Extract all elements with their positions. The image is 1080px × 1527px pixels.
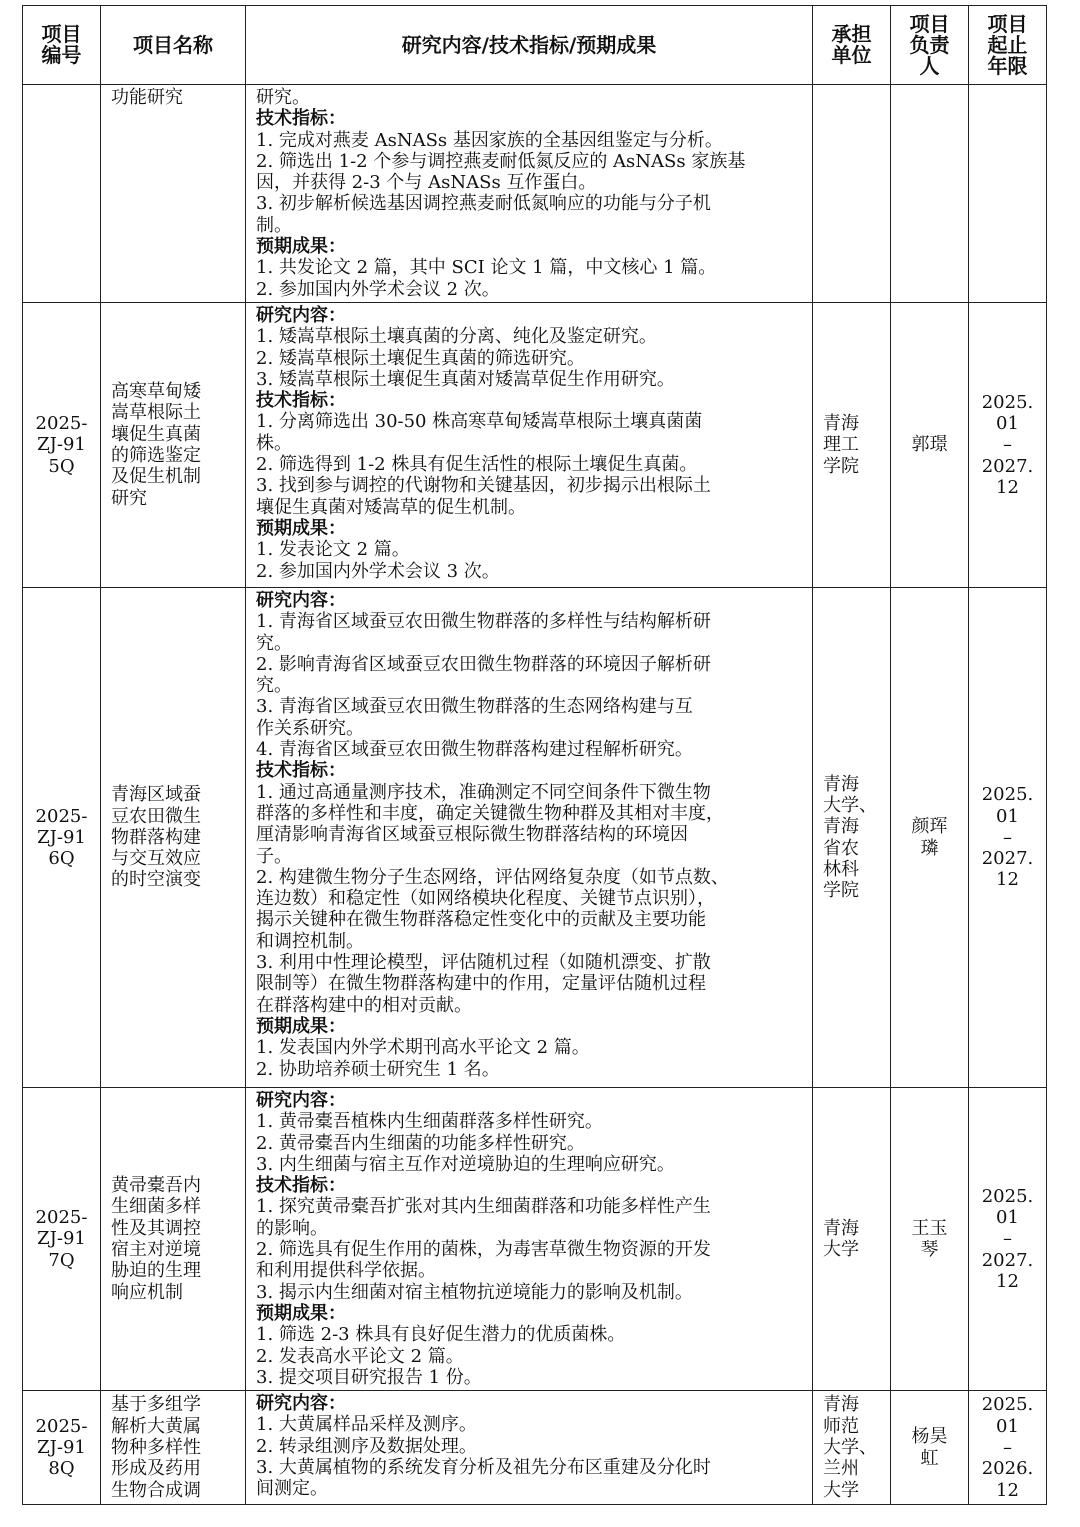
project-code-cell-line: 6Q (48, 848, 75, 870)
project-table (22, 5, 1047, 1505)
undertaking-unit-cell-line: 青海 (823, 816, 859, 838)
project-content-cell (246, 588, 813, 1088)
header-lead-line: 人 (919, 53, 940, 78)
content-line: 1. 大黄属样品采样及测序。 (256, 1414, 477, 1436)
project-name-cell-line: 与交互效应 (111, 848, 201, 870)
content-line: 揭示关键种在微生物群落稳定性变化中的贡献及主要功能 (256, 909, 706, 931)
undertaking-unit-cell-line: 青海 (823, 413, 859, 435)
project-period-cell-line: 2027. (981, 455, 1034, 477)
project-period-cell-line: 2025. (981, 784, 1034, 806)
content-line: 3. 找到参与调控的代谢物和关键基因，初步揭示出根际土 (256, 475, 711, 497)
project-name-cell-line: 生物合成调 (111, 1479, 201, 1501)
project-period-cell-line: 2025. (981, 1394, 1034, 1416)
undertaking-unit-cell (813, 85, 891, 303)
undertaking-unit-cell-line: 大学、 (823, 1437, 877, 1458)
content-line: 2. 矮嵩草根际土壤促生真菌的筛选研究。 (256, 347, 585, 369)
header-unit-line: 单位 (831, 43, 872, 67)
project-period-cell (969, 303, 1047, 588)
content-line: 1. 黄帚橐吾植株内生细菌群落多样性研究。 (256, 1111, 603, 1133)
content-line: 和调控机制。 (256, 930, 364, 952)
table-row (23, 588, 1047, 1088)
project-leader-cell-line: 颜珲 (911, 816, 948, 838)
table-row (23, 85, 1047, 303)
undertaking-unit-cell-line: 省农 (823, 837, 859, 859)
project-name-cell-line: 物群落构建 (111, 826, 201, 848)
content-line: 2. 筛选出 1-2 个参与调控燕麦耐低氮反应的 AsNASs 家族基 (256, 150, 746, 172)
content-line: 群落的多样性和丰度，确定关键微生物种群及其相对丰度， (256, 802, 724, 824)
content-line: 3. 青海省区域蚕豆农田微生物群落的生态网络构建与互 (256, 696, 693, 718)
table-row (23, 1088, 1047, 1391)
project-period-cell-line: 01 (996, 413, 1019, 435)
content-line: 的影响。 (256, 1217, 328, 1239)
project-content-cell (246, 85, 813, 303)
header-unit (813, 6, 891, 85)
content-line: 1. 共发论文 2 篇，其中 SCI 论文 1 篇，中文核心 1 篇。 (256, 257, 717, 279)
project-name-cell-line: 胁迫的生理 (111, 1260, 201, 1282)
project-period-cell-line: – (1003, 826, 1012, 848)
content-line: 2. 筛选得到 1-2 株具有促生活性的根际土壤促生真菌。 (256, 454, 698, 476)
content-line: 4. 青海省区域蚕豆农田微生物群落构建过程解析研究。 (256, 739, 693, 761)
content-line: 作关系研究。 (256, 717, 364, 739)
undertaking-unit-cell-line: 青海 (823, 1217, 859, 1239)
project-code-cell-line: 2025- (35, 413, 88, 435)
content-line: 1. 青海省区域蚕豆农田微生物群落的多样性与结构解析研 (256, 611, 711, 633)
undertaking-unit-cell-line: 兰州 (823, 1458, 859, 1480)
project-period-cell-line: 2026. (981, 1458, 1034, 1480)
content-line: 限制等）在微生物群落构建中的作用，定量评估随机过程 (256, 973, 706, 995)
project-name-cell (101, 85, 246, 303)
project-name-cell-line: 性及其调控 (111, 1217, 201, 1239)
project-code-cell-line: ZJ-91 (37, 1437, 86, 1458)
section-heading: 研究内容： (256, 1393, 346, 1415)
project-name-cell-line: 解析大黄属 (111, 1415, 201, 1437)
content-line: 2. 参加国内外学术会议 2 次。 (256, 278, 500, 300)
project-leader-cell (891, 1088, 969, 1391)
project-code-cell (23, 85, 101, 303)
header-name (101, 6, 246, 85)
project-code-cell-line: ZJ-91 (37, 434, 86, 456)
project-code-cell (23, 303, 101, 588)
undertaking-unit-cell-line: 大学 (823, 1239, 859, 1261)
project-period-cell-line: – (1003, 1228, 1012, 1250)
content-line: 1. 分离筛选出 30-50 株高寒草甸矮嵩草根际土壤真菌菌 (256, 411, 703, 433)
content-line: 和利用提供科学依据。 (256, 1260, 436, 1282)
project-code-cell-line: 5Q (48, 455, 75, 477)
content-line: 2. 构建微生物分子生态网络，评估网络复杂度（如节点数、 (256, 866, 729, 888)
content-line: 3. 初步解析候选基因调控燕麦耐低氮响应的功能与分子机 (256, 193, 711, 215)
undertaking-unit-cell (813, 303, 891, 588)
content-line: 2. 黄帚橐吾内生细菌的功能多样性研究。 (256, 1132, 585, 1154)
project-leader-cell (891, 85, 969, 303)
project-name-cell-line: 嵩草根际土 (111, 402, 201, 424)
header-code-line: 编号 (41, 43, 82, 67)
section-heading: 研究内容： (256, 305, 346, 326)
section-heading: 技术指标： (256, 1175, 346, 1197)
project-period-cell-line: 2025. (981, 391, 1034, 413)
header-row (23, 6, 1047, 85)
project-period-cell-line: 2027. (981, 1249, 1034, 1271)
project-name-cell-line: 青海区域蚕 (111, 784, 201, 806)
project-name-cell-line: 豆农田微生 (111, 805, 201, 827)
content-line: 2. 发表高水平论文 2 篇。 (256, 1345, 464, 1367)
section-heading: 技术指标： (256, 390, 346, 412)
project-code-cell-line: 2025- (35, 1415, 88, 1437)
project-period-cell-line: – (1003, 1437, 1012, 1458)
project-content-cell (246, 1088, 813, 1391)
project-name-cell-line: 高寒草甸矮 (111, 381, 201, 403)
project-name-cell-line: 的筛选鉴定 (111, 445, 201, 466)
content-line: 1. 矮嵩草根际土壤真菌的分离、纯化及鉴定研究。 (256, 326, 657, 348)
project-name-cell-line: 物种多样性 (111, 1437, 201, 1458)
content-line: 3. 矮嵩草根际土壤促生真菌对矮嵩草促生作用研究。 (256, 368, 675, 390)
project-code-cell (23, 1391, 101, 1505)
section-heading: 技术指标： (256, 760, 346, 782)
undertaking-unit-cell-line: 学院 (823, 455, 859, 477)
content-line: 2. 协助培养硕士研究生 1 名。 (256, 1058, 500, 1080)
content-line: 1. 筛选 2-3 株具有良好促生潜力的优质菌株。 (256, 1324, 626, 1346)
header-period-line: 起止 (987, 32, 1028, 57)
project-period-cell-line: 01 (996, 1415, 1019, 1437)
project-name-cell-line: 响应机制 (111, 1281, 183, 1303)
project-name-cell-line: 研究 (111, 487, 147, 509)
project-code-cell-line: ZJ-91 (37, 826, 86, 848)
header-lead-line: 项目 (909, 11, 950, 36)
project-code-cell-line: ZJ-91 (37, 1228, 86, 1250)
project-period-cell-line: – (1003, 434, 1012, 456)
section-heading: 预期成果： (256, 517, 346, 539)
undertaking-unit-cell (813, 1391, 891, 1505)
content-line: 2. 转录组测序及数据处理。 (256, 1435, 477, 1457)
project-period-cell-line: 2025. (981, 1185, 1034, 1207)
project-period-cell-line: 01 (996, 805, 1019, 827)
content-line: 2. 影响青海省区域蚕豆农田微生物群落的环境因子解析研 (256, 653, 711, 675)
project-leader-cell-line: 璘 (920, 837, 939, 859)
undertaking-unit-cell-line: 林科 (823, 858, 859, 880)
project-period-cell-line: 12 (996, 1271, 1019, 1293)
content-line: 壤促生真菌对矮嵩草的促生机制。 (256, 496, 526, 518)
content-line: 3. 提交项目研究报告 1 份。 (256, 1366, 482, 1388)
header-content-label: 研究内容/技术指标/预期成果 (401, 32, 657, 57)
project-leader-cell-line: 虹 (920, 1447, 939, 1469)
content-line: 1. 探究黄帚橐吾扩张对其内生细菌群落和功能多样性产生 (256, 1196, 711, 1218)
project-name-cell (101, 1391, 246, 1505)
project-code-cell-line: 2025- (35, 1207, 88, 1229)
content-line: 制。 (256, 214, 292, 236)
undertaking-unit-cell-line: 师范 (823, 1415, 859, 1437)
header-name-label: 项目名称 (133, 32, 213, 57)
header-content (246, 6, 813, 85)
project-name-cell-line: 生细菌多样 (111, 1196, 201, 1218)
project-leader-cell-line: 王玉 (911, 1217, 948, 1239)
section-heading: 技术指标： (256, 108, 346, 130)
project-code-cell (23, 588, 101, 1088)
undertaking-unit-cell (813, 588, 891, 1088)
content-line: 子。 (256, 845, 292, 867)
header-period-line: 项目 (987, 11, 1028, 36)
header-code-line: 项目 (41, 22, 82, 46)
content-line: 因，并获得 2-3 个与 AsNASs 互作蛋白。 (256, 172, 597, 194)
project-name-cell-line: 黄帚橐吾内 (111, 1175, 201, 1197)
project-leader-cell (891, 1391, 969, 1505)
content-line: 2. 参加国内外学术会议 3 次。 (256, 560, 500, 582)
project-period-cell (969, 1088, 1047, 1391)
undertaking-unit-cell-line: 学院 (823, 880, 859, 902)
project-period-cell-line: 2027. (981, 848, 1034, 870)
project-name-cell (101, 588, 246, 1088)
project-period-cell (969, 588, 1047, 1088)
content-line: 1. 通过高通量测序技术，准确测定不同空间条件下微生物 (256, 781, 711, 803)
project-code-cell (23, 1088, 101, 1391)
section-heading: 预期成果： (256, 236, 346, 258)
undertaking-unit-cell-line: 青海 (823, 773, 859, 795)
table-row (23, 303, 1047, 588)
header-period-line: 年限 (987, 53, 1028, 78)
undertaking-unit-cell-line: 大学 (823, 1479, 859, 1501)
section-heading: 研究内容： (256, 590, 346, 611)
content-line: 究。 (256, 632, 292, 654)
content-line: 株。 (256, 432, 292, 454)
project-code-cell-line: 7Q (48, 1249, 75, 1271)
project-code-cell-line: 8Q (48, 1458, 75, 1480)
header-code (23, 6, 101, 85)
content-line: 究。 (256, 675, 292, 697)
header-period (969, 6, 1047, 85)
content-line: 厘清影响青海省区域蚕豆根际微生物群落结构的环境因 (256, 824, 688, 846)
project-period-cell-line: 12 (996, 869, 1019, 891)
content-line: 连边数）和稳定性（如网络模块化程度、关键节点识别）， (256, 888, 715, 910)
project-code-cell-line: 2025- (35, 805, 88, 827)
project-name-cell (101, 1088, 246, 1391)
project-leader-cell-line: 郭璟 (911, 434, 948, 456)
project-name-cell-line: 宿主对逆境 (111, 1239, 201, 1261)
content-line: 3. 揭示内生细菌对宿主植物抗逆境能力的影响及机制。 (256, 1281, 693, 1303)
content-line: 3. 利用中性理论模型，评估随机过程（如随机漂变、扩散 (256, 952, 711, 974)
project-leader-cell (891, 303, 969, 588)
project-name-cell-line: 基于多组学 (111, 1394, 201, 1416)
project-name-cell-line: 形成及药用 (111, 1458, 201, 1480)
project-period-cell-line: 12 (996, 1479, 1019, 1501)
content-line: 在群落构建中的相对贡献。 (256, 994, 472, 1016)
project-content-cell (246, 1391, 813, 1505)
project-period-cell-line: 12 (996, 476, 1019, 498)
content-line: 3. 大黄属植物的系统发育分析及祖先分布区重建及分化时 (256, 1457, 711, 1479)
project-period-cell-line: 01 (996, 1207, 1019, 1229)
section-heading: 预期成果： (256, 1302, 346, 1324)
content-line: 研究。 (256, 87, 310, 108)
project-name-cell-line: 功能研究 (111, 87, 183, 108)
undertaking-unit-cell-line: 大学、 (823, 794, 877, 816)
undertaking-unit-cell-line: 理工 (823, 434, 859, 456)
header-unit-line: 承担 (831, 22, 872, 46)
header-lead (891, 6, 969, 85)
project-leader-cell-line: 杨昊 (911, 1426, 948, 1448)
content-line: 1. 发表论文 2 篇。 (256, 539, 410, 561)
section-heading: 研究内容： (256, 1090, 346, 1111)
project-name-cell-line: 及促生机制 (111, 466, 201, 488)
content-line: 2. 筛选具有促生作用的菌株，为毒害草微生物资源的开发 (256, 1239, 711, 1261)
project-period-cell (969, 85, 1047, 303)
section-heading: 预期成果： (256, 1015, 346, 1037)
undertaking-unit-cell-line: 青海 (823, 1394, 859, 1416)
content-line: 1. 发表国内外学术期刊高水平论文 2 篇。 (256, 1037, 590, 1059)
project-name-cell (101, 303, 246, 588)
content-line: 3. 内生细菌与宿主互作对逆境胁迫的生理响应研究。 (256, 1153, 675, 1175)
project-period-cell (969, 1391, 1047, 1505)
project-leader-cell (891, 588, 969, 1088)
project-content-cell (246, 303, 813, 588)
project-name-cell-line: 壤促生真菌 (111, 423, 201, 445)
project-leader-cell-line: 琴 (920, 1239, 939, 1261)
content-line: 间测定。 (256, 1478, 328, 1500)
content-line: 1. 完成对燕麦 AsNASs 基因家族的全基因组鉴定与分析。 (256, 129, 723, 151)
header-lead-line: 负责 (909, 32, 950, 57)
project-name-cell-line: 的时空演变 (111, 869, 201, 891)
undertaking-unit-cell (813, 1088, 891, 1391)
project-table-wrapper (22, 5, 1046, 1505)
table-row (23, 1391, 1047, 1505)
